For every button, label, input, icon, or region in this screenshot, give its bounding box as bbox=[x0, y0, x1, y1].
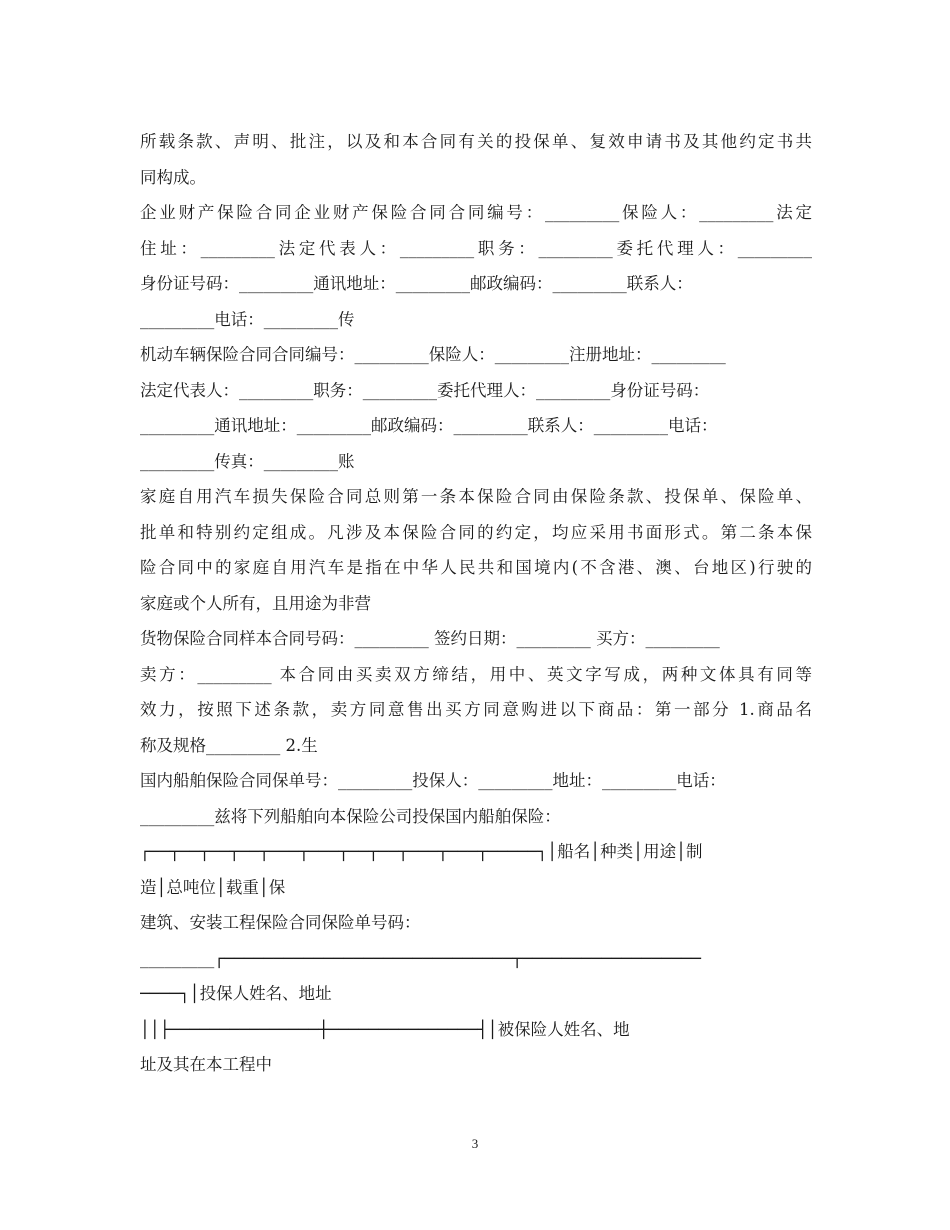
text-line: ┌──┬──┬──┬──┬───┬───┬──┬──┬───┬───┬─────┐│船名│种类│用途│制 bbox=[140, 842, 703, 861]
text-line: 机动车辆保险合同合同编号：_________保险人：_________注册地址：_________ bbox=[140, 345, 726, 364]
text-line: 身份证号码：_________通讯地址：_________邮政编码：_________联系人： bbox=[140, 274, 693, 293]
text-line: _________通讯地址：_________邮政编码：_________联系人：_________电话： bbox=[140, 416, 718, 435]
text-line: 家庭自用汽车损失保险合同总则第一条本保险合同由保险条款、投保单、保险单、 bbox=[140, 487, 812, 506]
text-line: 址及其在本工程中 bbox=[140, 1055, 272, 1074]
text-line: 险合同中的家庭自用汽车是指在中华人民共和国境内(不含港、澳、台地区)行驶的 bbox=[140, 558, 812, 577]
text-line: 住址：_________法定代表人：_________职务：_________委托代理人：_________ bbox=[140, 238, 812, 258]
text-line: _________兹将下列船舶向本保险公司投保国内船舶保险： bbox=[140, 806, 561, 826]
text-line: _________传真：_________账 bbox=[140, 451, 355, 471]
text-line: 所载条款、声明、批注，以及和本合同有关的投保单、复效申请书及其他约定书共 bbox=[140, 132, 812, 151]
text-line: _________电话：_________传 bbox=[140, 309, 355, 329]
text-line: 法定代表人：_________职务：_________委托代理人：_________身份证号码： bbox=[140, 380, 710, 400]
text-line: 称及规格_________ 2.生 bbox=[140, 735, 318, 755]
text-line: ││├───────────────┼───────────────┤│被保险人姓名、地 bbox=[140, 1019, 630, 1039]
document-body bbox=[140, 124, 812, 1083]
text-line: 卖方：_________ 本合同由买卖双方缔结，用中、英文字写成，两种文体具有同等 bbox=[140, 664, 812, 684]
text-line: 效力，按照下述条款，卖方同意售出买方同意购进以下商品：第一部分 1.商品名 bbox=[140, 700, 812, 719]
text-line: 国内船舶保险合同保单号：_________投保人：_________地址：_________电话： bbox=[140, 771, 726, 790]
text-line: 建筑、安装工程保险合同保险单号码： bbox=[140, 913, 421, 932]
page-number: 3 bbox=[471, 1136, 479, 1151]
text-line: 家庭或个人所有，且用途为非营 bbox=[140, 593, 371, 613]
text-line: 同构成。 bbox=[140, 167, 206, 187]
text-line: 批单和特别约定组成。凡涉及本保险合同的约定，均应采用书面形式。第二条本保 bbox=[140, 522, 812, 542]
text-line: 造│总吨位│载重│保 bbox=[140, 877, 286, 897]
text-line: _________┌─────────────────────────────┬────────────────── bbox=[140, 948, 702, 968]
text-line: ────┐│投保人姓名、地址 bbox=[140, 984, 332, 1003]
text-line: 货物保险合同样本合同号码：_________ 签约日期：_________ 买方：_________ bbox=[140, 629, 720, 648]
text-line: 企业财产保险合同企业财产保险合同合同编号：_________保险人：_________法定 bbox=[140, 203, 812, 222]
